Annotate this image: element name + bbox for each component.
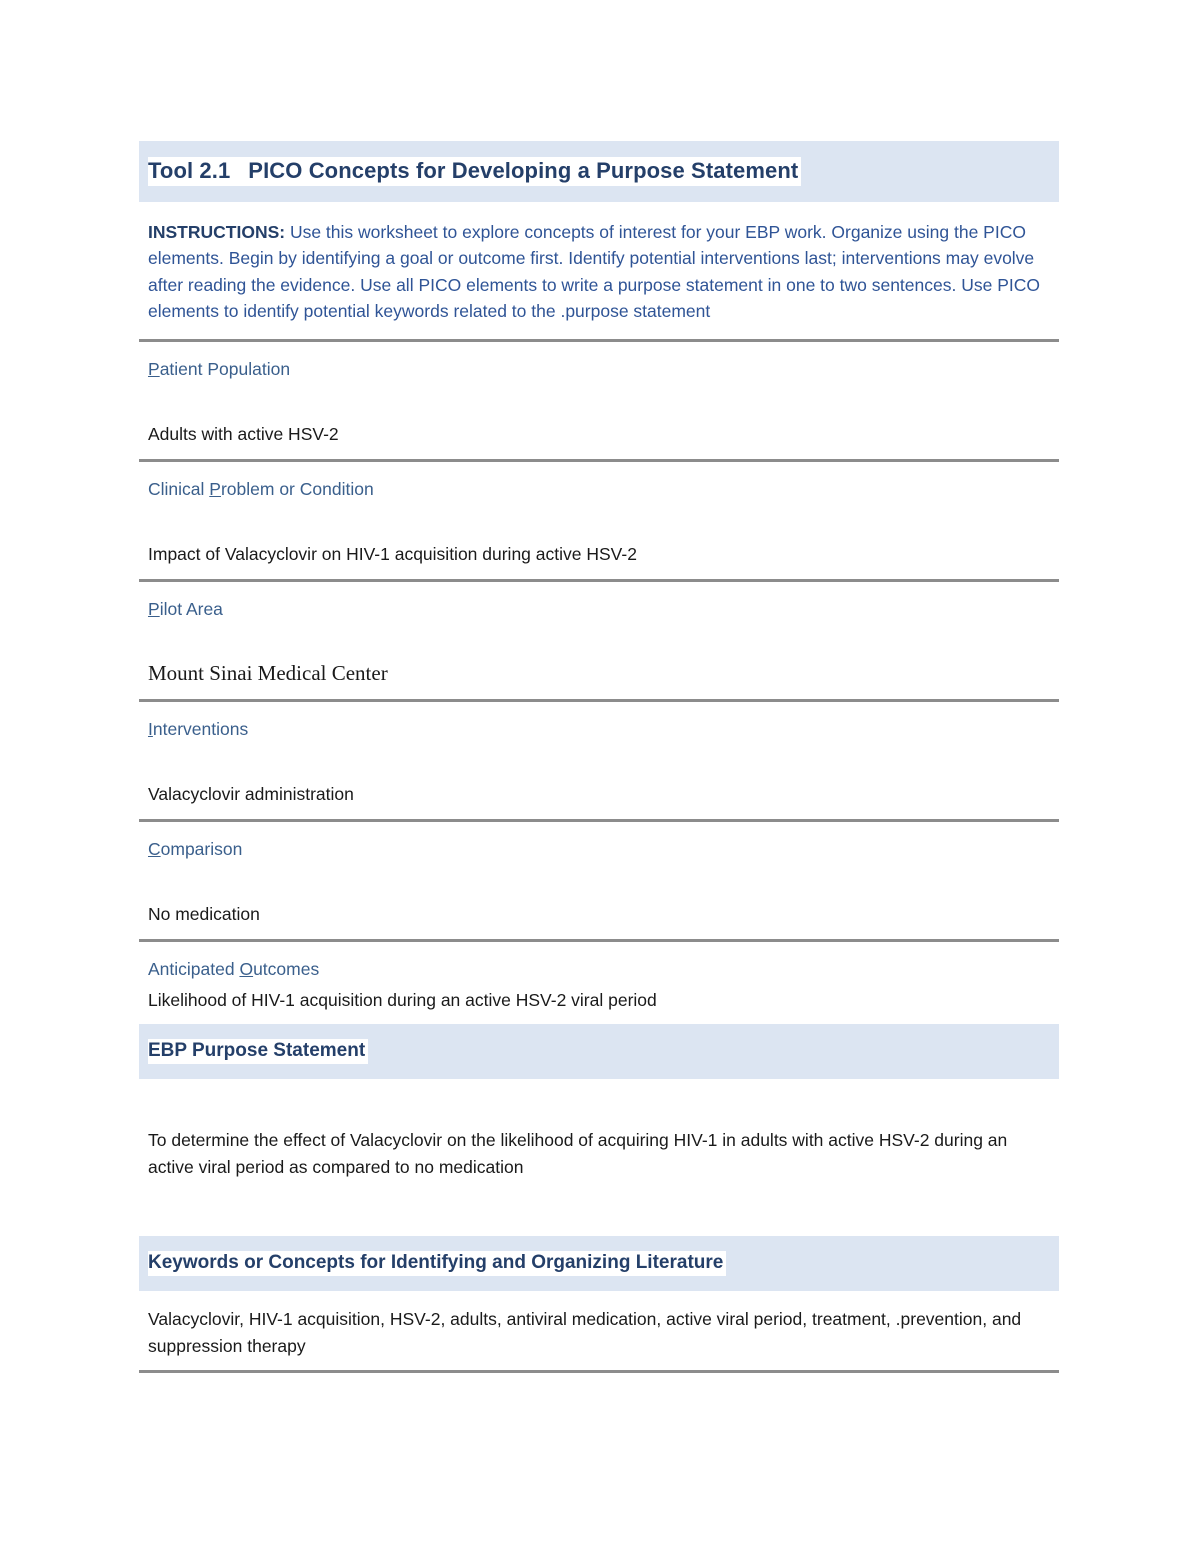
instructions-body: Use this worksheet to explore concepts of interest for your EBP work. Organize using the PICO elements. Begin by identifying a goal or outcome first. Identify potential interventions last; interventions may evolve after reading the evidence. Use all PICO elements to write a purpose statement in one to two sentences. Use PICO elements to identify potential keywords related to the .purpose statement — [148, 222, 1040, 322]
pico-worksheet — [139, 141, 1059, 1373]
keywords-heading: Keywords or Concepts for Identifying and Organizing Literature — [148, 1251, 726, 1276]
instructions — [139, 202, 1059, 342]
field-label: Pilot Area — [148, 598, 223, 619]
field-label: Comparison — [148, 838, 243, 859]
field-clinical-problem — [139, 462, 1059, 582]
field-value: Adults with active HSV-2 — [148, 423, 339, 444]
field-comparison — [139, 822, 1059, 942]
page-title — [148, 157, 801, 186]
field-label: Interventions — [148, 718, 249, 739]
field-label: Clinical Problem or Condition — [148, 478, 374, 499]
field-value: Impact of Valacyclovir on HIV-1 acquisition during active HSV-2 — [148, 543, 637, 564]
field-value: Likelihood of HIV-1 acquisition during an active HSV-2 viral period — [148, 989, 657, 1010]
tool-title: PICO Concepts for Developing a Purpose Statement — [248, 158, 799, 183]
tool-number: Tool 2.1 — [148, 158, 231, 183]
field-value: No medication — [148, 903, 260, 924]
purpose-heading: EBP Purpose Statement — [148, 1039, 368, 1064]
instructions-lead: INSTRUCTIONS: — [148, 222, 286, 242]
keywords-list: Valacyclovir, HIV-1 acquisition, HSV-2, adults, antiviral medication, active viral period, treatment, .prevention, and suppression therapy — [139, 1291, 1059, 1373]
field-label: Anticipated Outcomes — [148, 958, 320, 979]
field-value: Mount Sinai Medical Center — [148, 660, 388, 685]
title-band — [139, 141, 1059, 202]
keywords-heading-band — [139, 1236, 1059, 1291]
field-anticipated-outcomes — [139, 942, 1059, 1024]
field-interventions — [139, 702, 1059, 822]
purpose-heading-band — [139, 1024, 1059, 1079]
field-label: Patient Population — [148, 358, 291, 379]
field-value: Valacyclovir administration — [148, 783, 354, 804]
purpose-statement: To determine the effect of Valacyclovir on the likelihood of acquiring HIV-1 in adults with active HSV-2 during an active viral period as compared to no medication — [148, 1129, 1008, 1177]
field-pilot-area — [139, 582, 1059, 702]
field-patient-population — [139, 342, 1059, 462]
